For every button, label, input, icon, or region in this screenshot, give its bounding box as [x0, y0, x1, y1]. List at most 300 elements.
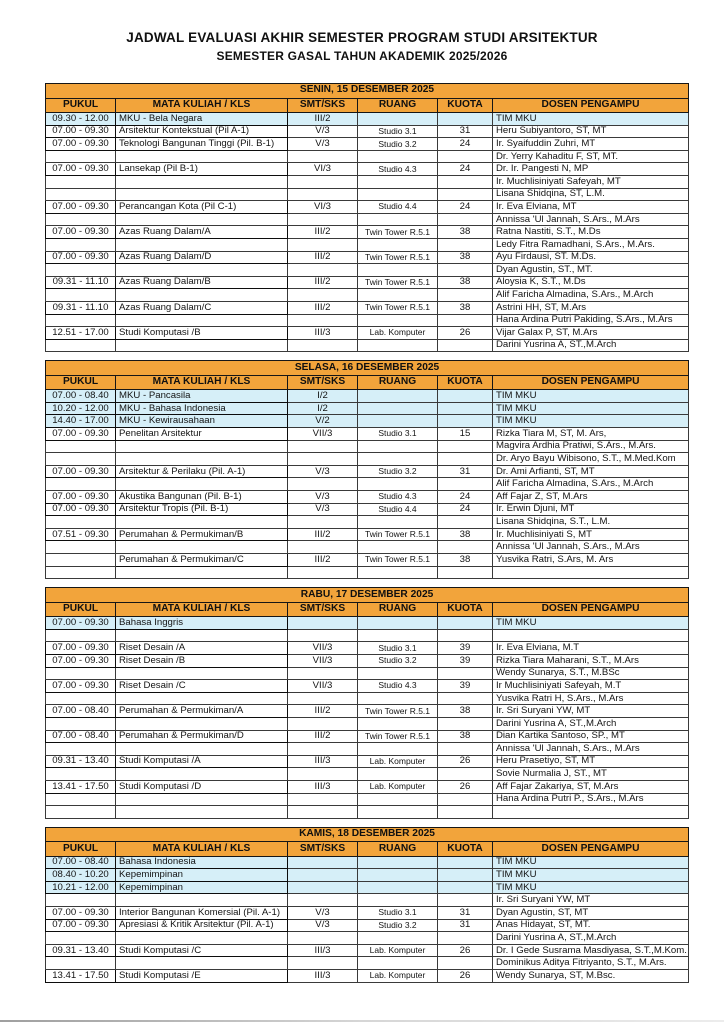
cell-smt-sks: [288, 339, 358, 352]
cell-smt-sks: [288, 150, 358, 163]
column-header-pukul: PUKUL: [46, 98, 116, 113]
cell-dosen: Ir. Sri Suryani YW, MT: [493, 705, 689, 718]
table-row: [46, 251, 689, 264]
cell-dosen: Wendy Sunarya, S.T., M.BSc: [493, 667, 689, 680]
table-row: [46, 617, 689, 630]
cell-smt-sks: III/2: [288, 554, 358, 567]
table-row: [46, 415, 689, 428]
cell-mata-kuliah: [116, 932, 288, 945]
cell-pukul: [46, 894, 116, 907]
day-title: SENIN, 15 DESEMBER 2025: [46, 84, 689, 99]
cell-mata-kuliah: [116, 957, 288, 970]
cell-ruang: [358, 617, 438, 630]
cell-ruang: Twin Tower R.5.1: [358, 554, 438, 567]
column-header-kuota: KUOTA: [438, 375, 493, 390]
day-table-1: [45, 83, 689, 352]
cell-pukul: 14.40 - 17.00: [46, 415, 116, 428]
cell-smt-sks: III/3: [288, 780, 358, 793]
cell-mata-kuliah: Azas Ruang Dalam/A: [116, 226, 288, 239]
cell-dosen: Annissa 'Ul Jannah, S.Ars., M.Ars: [493, 541, 689, 554]
table-row: [46, 654, 689, 667]
table-row: [46, 755, 689, 768]
cell-mata-kuliah: Perumahan & Permukiman/A: [116, 705, 288, 718]
cell-dosen: Vijar Galax P, ST, M.Ars: [493, 327, 689, 340]
cell-pukul: [46, 264, 116, 277]
cell-mata-kuliah: Azas Ruang Dalam/B: [116, 276, 288, 289]
cell-kuota: [438, 314, 493, 327]
cell-kuota: 24: [438, 163, 493, 176]
cell-ruang: Twin Tower R.5.1: [358, 251, 438, 264]
cell-ruang: [358, 453, 438, 466]
cell-kuota: [438, 869, 493, 882]
table-row: [46, 907, 689, 920]
cell-kuota: 38: [438, 705, 493, 718]
cell-dosen: Ir. Syaifuddin Zuhri, MT: [493, 138, 689, 151]
cell-ruang: Twin Tower R.5.1: [358, 705, 438, 718]
cell-ruang: Twin Tower R.5.1: [358, 528, 438, 541]
cell-pukul: 07.00 - 09.30: [46, 163, 116, 176]
column-header-mata-kuliah: MATA KULIAH / KLS: [116, 98, 288, 113]
cell-smt-sks: [288, 894, 358, 907]
cell-kuota: 24: [438, 138, 493, 151]
document-subtitle: SEMESTER GASAL TAHUN AKADEMIK 2025/2026: [216, 49, 508, 63]
cell-dosen: Dr. Ami Arfianti, ST, MT: [493, 465, 689, 478]
table-row: [46, 175, 689, 188]
table-row: [46, 919, 689, 932]
day-title: KAMIS, 18 DESEMBER 2025: [46, 827, 689, 842]
cell-kuota: [438, 806, 493, 819]
table-row: [46, 453, 689, 466]
cell-dosen: TIM MKU: [493, 881, 689, 894]
cell-dosen: Darini Yusrina A, ST.,M.Arch: [493, 932, 689, 945]
column-header-row: [46, 98, 689, 113]
cell-pukul: [46, 440, 116, 453]
cell-smt-sks: III/2: [288, 226, 358, 239]
table-row: [46, 932, 689, 945]
cell-dosen: Ayu Firdausi, ST. M.Ds.: [493, 251, 689, 264]
table-row: [46, 528, 689, 541]
cell-dosen: Dyan Agustin, ST, MT: [493, 907, 689, 920]
cell-mata-kuliah: Akustika Bangunan (Pil. B-1): [116, 491, 288, 504]
cell-ruang: [358, 793, 438, 806]
cell-ruang: Studio 4.4: [358, 201, 438, 214]
cell-ruang: Studio 3.2: [358, 465, 438, 478]
column-header-smt-sks: SMT/SKS: [288, 375, 358, 390]
cell-ruang: [358, 478, 438, 491]
cell-ruang: [358, 932, 438, 945]
cell-kuota: 31: [438, 125, 493, 138]
cell-dosen: [493, 629, 689, 642]
cell-pukul: 07.51 - 09.30: [46, 528, 116, 541]
cell-pukul: [46, 629, 116, 642]
cell-kuota: [438, 264, 493, 277]
cell-pukul: 07.00 - 09.30: [46, 907, 116, 920]
column-header-dosen: DOSEN PENGAMPU: [493, 842, 689, 857]
cell-ruang: [358, 390, 438, 403]
cell-dosen: Aff Fajar Z, ST, M.Ars: [493, 491, 689, 504]
table-row: [46, 491, 689, 504]
table-row: [46, 478, 689, 491]
column-header-smt-sks: SMT/SKS: [288, 602, 358, 617]
column-header-pukul: PUKUL: [46, 602, 116, 617]
cell-kuota: 26: [438, 944, 493, 957]
cell-pukul: 07.00 - 09.30: [46, 642, 116, 655]
cell-ruang: [358, 150, 438, 163]
table-row: [46, 390, 689, 403]
cell-pukul: 07.00 - 09.30: [46, 680, 116, 693]
cell-smt-sks: III/2: [288, 276, 358, 289]
cell-smt-sks: VII/3: [288, 680, 358, 693]
cell-smt-sks: VI/3: [288, 201, 358, 214]
table-row: [46, 768, 689, 781]
table-row: [46, 957, 689, 970]
cell-smt-sks: [288, 617, 358, 630]
cell-ruang: [358, 881, 438, 894]
cell-ruang: [358, 213, 438, 226]
cell-pukul: 07.00 - 08.40: [46, 856, 116, 869]
cell-kuota: 38: [438, 554, 493, 567]
table-row: [46, 428, 689, 441]
cell-dosen: Ir Muchlisiniyati Safeyah, M.T: [493, 680, 689, 693]
cell-kuota: 15: [438, 428, 493, 441]
cell-pukul: 07.00 - 08.40: [46, 730, 116, 743]
day-title: SELASA, 16 DESEMBER 2025: [46, 361, 689, 376]
cell-kuota: 26: [438, 755, 493, 768]
cell-kuota: 26: [438, 327, 493, 340]
cell-mata-kuliah: [116, 150, 288, 163]
cell-pukul: 07.00 - 09.30: [46, 251, 116, 264]
cell-pukul: 07.00 - 09.30: [46, 654, 116, 667]
cell-smt-sks: V/3: [288, 465, 358, 478]
cell-smt-sks: III/3: [288, 327, 358, 340]
cell-dosen: TIM MKU: [493, 415, 689, 428]
table-row: [46, 793, 689, 806]
cell-ruang: [358, 264, 438, 277]
cell-smt-sks: III/2: [288, 113, 358, 126]
cell-ruang: Lab. Komputer: [358, 944, 438, 957]
cell-kuota: 26: [438, 970, 493, 983]
table-row: [46, 276, 689, 289]
day-section-header: [46, 827, 689, 842]
cell-smt-sks: V/3: [288, 491, 358, 504]
cell-smt-sks: [288, 264, 358, 277]
cell-pukul: [46, 806, 116, 819]
cell-mata-kuliah: MKU - Bahasa Indonesia: [116, 402, 288, 415]
day-table-3: [45, 587, 689, 819]
day-table-2: [45, 360, 689, 579]
cell-dosen: Dian Kartika Santoso, SP., MT: [493, 730, 689, 743]
day-table-4: [45, 827, 689, 983]
cell-smt-sks: [288, 768, 358, 781]
cell-pukul: [46, 768, 116, 781]
table-row: [46, 856, 689, 869]
cell-mata-kuliah: Teknologi Bangunan Tinggi (Pil. B-1): [116, 138, 288, 151]
schedule-tables: [45, 83, 688, 991]
cell-smt-sks: [288, 188, 358, 201]
cell-smt-sks: [288, 541, 358, 554]
cell-pukul: [46, 339, 116, 352]
cell-ruang: Twin Tower R.5.1: [358, 730, 438, 743]
cell-pukul: [46, 238, 116, 251]
column-header-mata-kuliah: MATA KULIAH / KLS: [116, 842, 288, 857]
cell-ruang: [358, 692, 438, 705]
cell-pukul: 09.31 - 11.10: [46, 301, 116, 314]
cell-kuota: [438, 415, 493, 428]
table-row: [46, 289, 689, 302]
cell-mata-kuliah: Studi Komputasi /E: [116, 970, 288, 983]
cell-ruang: Studio 3.2: [358, 654, 438, 667]
cell-ruang: [358, 516, 438, 529]
cell-mata-kuliah: [116, 516, 288, 529]
cell-pukul: [46, 692, 116, 705]
cell-pukul: [46, 478, 116, 491]
cell-pukul: [46, 566, 116, 579]
table-row: [46, 201, 689, 214]
cell-smt-sks: [288, 516, 358, 529]
cell-smt-sks: [288, 478, 358, 491]
cell-pukul: [46, 175, 116, 188]
cell-ruang: [358, 566, 438, 579]
table-row: [46, 163, 689, 176]
table-row: [46, 730, 689, 743]
cell-mata-kuliah: Lansekap (Pil B-1): [116, 163, 288, 176]
cell-dosen: TIM MKU: [493, 402, 689, 415]
cell-ruang: [358, 402, 438, 415]
scan-artifact-line: [0, 1020, 724, 1022]
table-row: [46, 970, 689, 983]
table-row: [46, 705, 689, 718]
cell-dosen: Heru Prasetiyo, ST, MT: [493, 755, 689, 768]
column-header-kuota: KUOTA: [438, 842, 493, 857]
cell-smt-sks: [288, 440, 358, 453]
column-header-smt-sks: SMT/SKS: [288, 842, 358, 857]
table-row: [46, 680, 689, 693]
cell-mata-kuliah: Bahasa Inggris: [116, 617, 288, 630]
cell-ruang: [358, 768, 438, 781]
cell-ruang: Studio 3.2: [358, 919, 438, 932]
cell-ruang: Lab. Komputer: [358, 970, 438, 983]
cell-kuota: [438, 150, 493, 163]
column-header-ruang: RUANG: [358, 98, 438, 113]
cell-ruang: [358, 188, 438, 201]
cell-kuota: 31: [438, 465, 493, 478]
cell-mata-kuliah: Studi Komputasi /B: [116, 327, 288, 340]
column-header-row: [46, 842, 689, 857]
cell-dosen: Anas Hidayat, ST, MT.: [493, 919, 689, 932]
cell-dosen: [493, 806, 689, 819]
cell-kuota: [438, 478, 493, 491]
cell-ruang: [358, 957, 438, 970]
table-row: [46, 642, 689, 655]
cell-dosen: Yusvika Ratri, S.Ars, M. Ars: [493, 554, 689, 567]
cell-smt-sks: [288, 806, 358, 819]
column-header-dosen: DOSEN PENGAMPU: [493, 602, 689, 617]
cell-pukul: 07.00 - 09.30: [46, 491, 116, 504]
cell-smt-sks: VII/3: [288, 428, 358, 441]
cell-pukul: 07.00 - 09.30: [46, 125, 116, 138]
cell-pukul: [46, 554, 116, 567]
cell-smt-sks: I/2: [288, 390, 358, 403]
cell-mata-kuliah: Perumahan & Permukiman/D: [116, 730, 288, 743]
cell-ruang: [358, 869, 438, 882]
cell-pukul: [46, 289, 116, 302]
cell-ruang: Twin Tower R.5.1: [358, 301, 438, 314]
cell-kuota: [438, 238, 493, 251]
cell-mata-kuliah: [116, 440, 288, 453]
cell-ruang: [358, 289, 438, 302]
cell-kuota: [438, 541, 493, 554]
cell-mata-kuliah: MKU - Kewirausahaan: [116, 415, 288, 428]
column-header-kuota: KUOTA: [438, 602, 493, 617]
cell-dosen: Aloysia K, S.T., M.Ds: [493, 276, 689, 289]
cell-kuota: 39: [438, 654, 493, 667]
cell-pukul: 07.00 - 08.40: [46, 705, 116, 718]
cell-smt-sks: [288, 957, 358, 970]
cell-ruang: Studio 4.3: [358, 163, 438, 176]
table-row: [46, 327, 689, 340]
table-row: [46, 213, 689, 226]
cell-kuota: [438, 113, 493, 126]
table-row: [46, 869, 689, 882]
table-row: [46, 516, 689, 529]
cell-dosen: Ir. Eva Elviana, M.T: [493, 642, 689, 655]
cell-kuota: 38: [438, 226, 493, 239]
cell-dosen: Sovie Nurmalia J, ST., MT: [493, 768, 689, 781]
cell-smt-sks: III/3: [288, 944, 358, 957]
cell-smt-sks: V/3: [288, 138, 358, 151]
cell-kuota: [438, 453, 493, 466]
cell-smt-sks: [288, 932, 358, 945]
cell-mata-kuliah: Arsitektur Kontekstual (Pil A-1): [116, 125, 288, 138]
cell-ruang: Lab. Komputer: [358, 780, 438, 793]
table-row: [46, 629, 689, 642]
table-row: [46, 806, 689, 819]
cell-pukul: [46, 314, 116, 327]
table-row: [46, 150, 689, 163]
cell-mata-kuliah: Penelitan Arsitektur: [116, 428, 288, 441]
document-title: JADWAL EVALUASI AKHIR SEMESTER PROGRAM STUDI ARSITEKTUR: [126, 30, 598, 45]
cell-kuota: [438, 692, 493, 705]
cell-dosen: TIM MKU: [493, 390, 689, 403]
cell-mata-kuliah: MKU - Bela Negara: [116, 113, 288, 126]
cell-dosen: Dr. Ir. Pangesti N, MP: [493, 163, 689, 176]
cell-smt-sks: [288, 743, 358, 756]
cell-kuota: [438, 175, 493, 188]
cell-pukul: 07.00 - 09.30: [46, 919, 116, 932]
table-row: [46, 566, 689, 579]
table-row: [46, 780, 689, 793]
cell-pukul: [46, 743, 116, 756]
cell-pukul: 09.30 - 12.00: [46, 113, 116, 126]
cell-mata-kuliah: [116, 806, 288, 819]
cell-kuota: [438, 289, 493, 302]
cell-mata-kuliah: Perumahan & Permukiman/B: [116, 528, 288, 541]
cell-pukul: 07.00 - 09.30: [46, 503, 116, 516]
cell-smt-sks: [288, 566, 358, 579]
cell-pukul: [46, 793, 116, 806]
cell-dosen: TIM MKU: [493, 617, 689, 630]
table-row: [46, 554, 689, 567]
cell-kuota: [438, 957, 493, 970]
table-row: [46, 339, 689, 352]
cell-smt-sks: V/3: [288, 503, 358, 516]
column-header-ruang: RUANG: [358, 602, 438, 617]
cell-smt-sks: VII/3: [288, 642, 358, 655]
cell-pukul: 09.31 - 11.10: [46, 276, 116, 289]
cell-dosen: Ir. Muchlisiniyati Safeyah, MT: [493, 175, 689, 188]
cell-dosen: Ir. Eva Elviana, MT: [493, 201, 689, 214]
cell-ruang: Studio 3.1: [358, 642, 438, 655]
cell-pukul: [46, 453, 116, 466]
cell-pukul: 07.00 - 09.30: [46, 465, 116, 478]
table-row: [46, 301, 689, 314]
cell-kuota: 26: [438, 780, 493, 793]
cell-pukul: 07.00 - 09.30: [46, 617, 116, 630]
table-row: [46, 541, 689, 554]
cell-ruang: [358, 717, 438, 730]
cell-smt-sks: V/3: [288, 125, 358, 138]
table-row: [46, 465, 689, 478]
table-row: [46, 264, 689, 277]
cell-smt-sks: [288, 453, 358, 466]
cell-ruang: Studio 3.2: [358, 138, 438, 151]
cell-ruang: [358, 667, 438, 680]
cell-smt-sks: V/3: [288, 919, 358, 932]
cell-mata-kuliah: [116, 453, 288, 466]
cell-pukul: [46, 213, 116, 226]
cell-dosen: Dr. Aryo Bayu Wibisono, S.T., M.Med.Kom: [493, 453, 689, 466]
cell-kuota: [438, 768, 493, 781]
table-row: [46, 138, 689, 151]
cell-pukul: 07.00 - 09.30: [46, 138, 116, 151]
cell-mata-kuliah: [116, 264, 288, 277]
table-row: [46, 238, 689, 251]
cell-mata-kuliah: Interior Bangunan Komersial (Pil. A-1): [116, 907, 288, 920]
cell-smt-sks: [288, 289, 358, 302]
table-row: [46, 440, 689, 453]
cell-kuota: 24: [438, 201, 493, 214]
cell-smt-sks: V/2: [288, 415, 358, 428]
cell-smt-sks: III/2: [288, 528, 358, 541]
cell-kuota: [438, 881, 493, 894]
cell-kuota: 24: [438, 503, 493, 516]
cell-kuota: [438, 566, 493, 579]
cell-mata-kuliah: MKU - Pancasila: [116, 390, 288, 403]
cell-ruang: [358, 415, 438, 428]
cell-pukul: 12.51 - 17.00: [46, 327, 116, 340]
cell-mata-kuliah: [116, 175, 288, 188]
cell-dosen: Wendy Sunarya, ST, M.Bsc.: [493, 970, 689, 983]
cell-ruang: [358, 175, 438, 188]
cell-kuota: [438, 617, 493, 630]
cell-kuota: [438, 339, 493, 352]
cell-mata-kuliah: [116, 629, 288, 642]
cell-dosen: Dr. I Gede Susrama Masdiyasa, S.T.,M.Kom.: [493, 944, 689, 957]
cell-smt-sks: VII/3: [288, 654, 358, 667]
column-header-kuota: KUOTA: [438, 98, 493, 113]
cell-mata-kuliah: [116, 541, 288, 554]
cell-dosen: Annissa 'Ul Jannah, S.Ars., M.Ars: [493, 743, 689, 756]
column-header-mata-kuliah: MATA KULIAH / KLS: [116, 602, 288, 617]
cell-smt-sks: I/2: [288, 402, 358, 415]
cell-ruang: Lab. Komputer: [358, 327, 438, 340]
cell-mata-kuliah: Perumahan & Permukiman/C: [116, 554, 288, 567]
cell-mata-kuliah: Kepemimpinan: [116, 881, 288, 894]
column-header-pukul: PUKUL: [46, 842, 116, 857]
cell-smt-sks: III/2: [288, 251, 358, 264]
cell-kuota: [438, 717, 493, 730]
cell-ruang: Studio 3.1: [358, 907, 438, 920]
